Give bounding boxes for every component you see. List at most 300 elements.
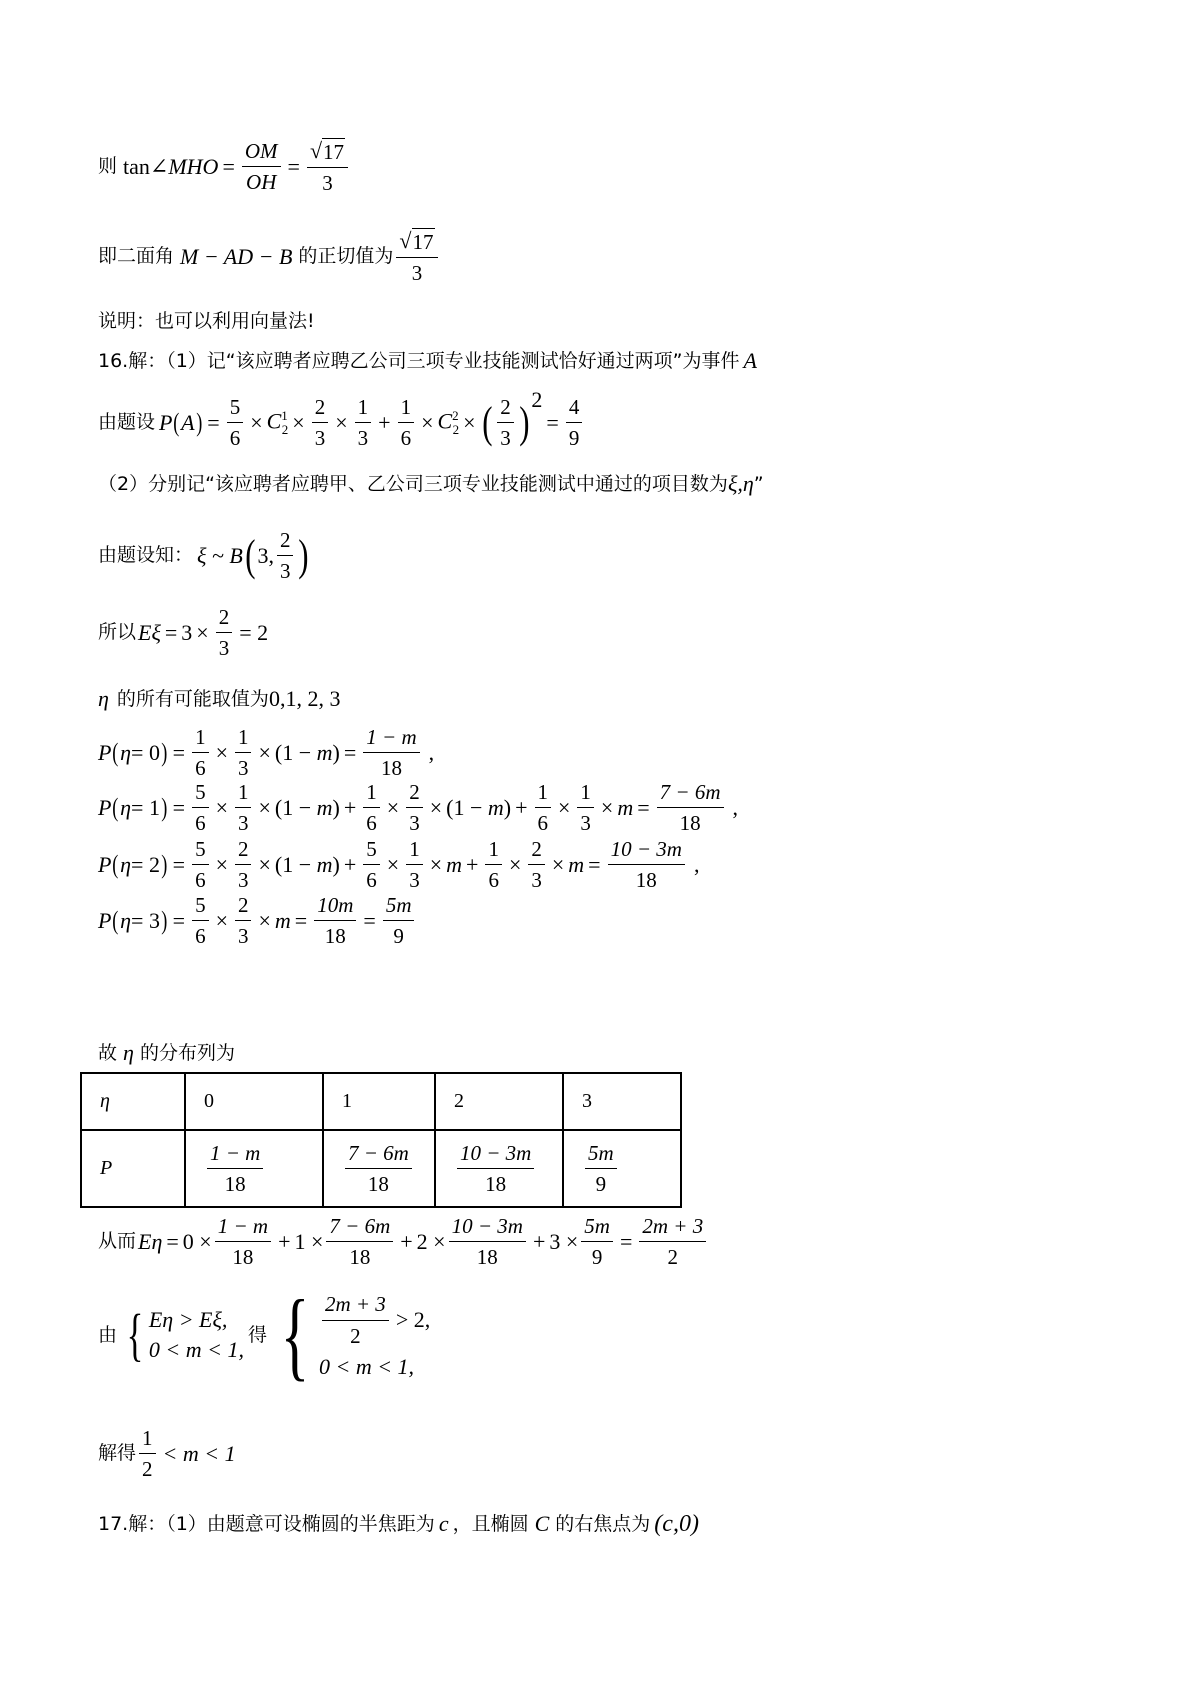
fraction-num: 1 [535,780,552,808]
times: × [386,851,400,877]
fraction [192,893,209,948]
paren: ( [481,397,493,447]
fraction-den: 2 [667,1245,679,1270]
fraction-den: 3 [357,426,369,451]
fraction [312,395,329,450]
brace: { [280,1279,310,1390]
dihedral-result [98,228,441,285]
fraction-den: 18 [635,868,657,893]
q16-text: 16.解：（1）记“该应聘者应聘乙公司三项专业技能测试恰好通过两项”为事件 [98,349,740,372]
table-row [81,1130,681,1207]
fraction [235,725,252,780]
fraction [326,1214,393,1269]
plus: + [378,409,391,435]
fraction-den: 3 [531,868,542,893]
system-lines [319,1292,430,1377]
times: × [292,409,305,435]
paren: ( [244,530,256,580]
part2-heading [98,473,764,495]
fraction-num: 1 [485,837,502,865]
equals: = [166,1228,179,1254]
left-system [121,1302,244,1367]
fraction [585,1141,617,1196]
p-eta-2 [98,837,699,892]
equals: = [172,851,186,877]
fraction [345,1141,412,1196]
fraction [485,837,502,892]
paren: ) [161,849,168,879]
times: × [421,409,434,435]
fraction [192,725,209,780]
part2-end: ” [753,472,764,495]
fraction-den: 6 [195,868,206,893]
comb: $C^1_2$ [266,408,289,437]
fraction-den: 3 [237,868,249,893]
fraction-num: 1 − m [363,725,419,753]
p-symbol: P [98,794,112,820]
fraction-den: 6 [366,868,377,893]
fraction [497,395,514,450]
coef: 2 × [416,1228,446,1254]
mid-fraction [314,893,356,948]
dist-title [98,1042,235,1064]
times: × [215,907,228,933]
tan-equation [98,138,351,195]
coef: 3 × [549,1228,579,1254]
fraction-den: 6 [400,426,412,451]
table-cell: 3 [563,1073,681,1130]
angle-symbol: ∠ [149,153,169,179]
fraction-num: 2 [235,893,252,921]
fraction-den: 9 [393,924,404,949]
fraction-den: 3 [411,261,423,286]
fraction-den: 3 [322,171,333,196]
fraction [363,780,380,835]
q17-mid: ，且椭圆 [452,1512,529,1535]
plus: + [466,851,479,877]
xi-expr: ξ ~ B [197,542,243,568]
e-xi-result: = 2 [239,619,269,645]
c-symbol: c [438,1511,449,1536]
table-cell: P [81,1130,185,1207]
times: × [335,409,348,435]
fraction [457,1141,534,1196]
fraction-den: 3 [237,811,249,836]
fraction-den: 18 [224,1172,246,1196]
fraction-num: 5m [585,1141,617,1169]
right-system [271,1279,431,1390]
times: × [196,619,209,645]
fraction-den: 3 [409,811,420,836]
fraction-den: 6 [229,426,241,451]
fraction-num: 2 [528,837,545,865]
fraction-num: 7 − 6m [345,1141,412,1169]
result-fraction [639,1214,706,1269]
table-cell: 2 [435,1073,563,1130]
fraction [528,837,545,892]
fraction [139,1426,156,1481]
fraction [235,780,252,835]
fraction-den: 18 [476,1245,498,1270]
inequality-system [98,1279,434,1390]
dihedral-suffix: 的正切值为 [298,245,394,268]
equals: = [164,619,178,645]
paren: ( [112,849,119,879]
fraction-den: 3 [218,636,230,661]
comma: , [428,739,435,765]
fraction [406,780,423,835]
e-xi [98,605,268,660]
times: × [600,794,614,820]
a-symbol: A [181,409,195,435]
fraction-den: 18 [349,1245,371,1270]
p-symbol: P [98,739,112,765]
fraction-num: 2 [277,528,294,556]
times: × [258,907,271,933]
fraction-den: 18 [367,1172,389,1196]
fraction-num: 1 [235,725,252,753]
ze-label: 则 [98,155,118,178]
p-symbol: P [98,851,112,877]
brace: { [126,1302,144,1367]
e-eta-symbol: Eη [138,1228,163,1254]
fraction-num: 2 [216,605,233,633]
fraction-den: 9 [591,1245,603,1270]
fraction-num: √ 17 [396,228,437,258]
equals: = [294,907,308,933]
table-cell [435,1130,563,1207]
result-fraction [608,837,685,892]
eta-symbol: η [98,686,109,711]
times: × [508,851,522,877]
result-fraction [363,725,419,780]
times: × [250,409,263,435]
fraction-num: 1 [235,780,252,808]
equals: = [172,794,186,820]
fraction-num: 5 [192,893,209,921]
equals: = [619,1228,633,1254]
e-xi-prefix: 所以 [98,621,137,644]
part2-vars: ξ,η [727,471,754,496]
comma: , [732,794,738,820]
q17-heading [98,1512,699,1536]
p-eta-0 [98,725,434,780]
equals: = [637,794,650,820]
radicand: 17 [323,140,345,164]
fraction-num: 1 [363,780,380,808]
fraction-num: 5m [383,893,415,921]
equals: = [207,409,220,435]
fraction [192,837,209,892]
fraction [581,1214,613,1269]
eta-values [98,688,340,710]
factor: (1 − m) [446,794,512,820]
eq-value: = 2 [131,851,160,877]
times: × [258,739,271,765]
fraction-den: 3 [237,756,249,781]
fraction-num: 1 [398,395,415,423]
pa-equation [98,387,585,451]
comma: , [693,851,700,877]
fraction-num: OM [242,139,281,167]
fraction-den: 6 [488,868,499,893]
eta-symbol: η [120,739,132,765]
pa-prefix: 由题设 [98,411,156,434]
factor: (1 − m) [274,739,340,765]
three: 3 [181,619,193,645]
fraction-den: 18 [324,924,346,949]
fraction-num: 1 − m [207,1141,263,1169]
fraction [449,1214,526,1269]
fraction-den: 2 [350,1323,361,1348]
q16-heading [98,350,757,372]
fraction-num: 7 − 6m [326,1214,393,1242]
paren: ) [298,530,309,580]
times: × [463,409,476,435]
sqrt-fraction [307,138,348,195]
eta-values-list: 0,1, 2, 3 [268,686,341,711]
equals: = [546,409,559,435]
system-lines [149,1309,244,1361]
table-cell: 1 [323,1073,435,1130]
focus-point: (c,0) [654,1511,699,1537]
note: 说明：也可以利用向量法! [98,310,315,332]
table-cell [323,1130,435,1207]
fraction-num: 4 [566,395,583,423]
fraction-num: 1 [355,395,372,423]
times: × [551,851,565,877]
fraction [235,837,252,892]
fraction-num: 1 [192,725,209,753]
paren: ( [112,905,119,935]
fraction-den: 3 [500,426,511,451]
e-eta [98,1214,709,1269]
table-row [81,1073,681,1130]
times: × [258,794,271,820]
coef: 0 × [182,1228,212,1254]
m-symbol: m [446,851,463,877]
fraction [207,1141,263,1196]
dihedral-expr: M − AD − B [180,243,293,269]
fraction [398,395,415,450]
fraction [535,780,552,835]
condition: Eη > Eξ, [148,1307,228,1332]
exponent: 2 [531,387,543,412]
factor: (1 − m) [274,794,340,820]
fraction-num: 2 [312,395,329,423]
equals: = [287,153,300,179]
times: × [386,794,400,820]
fraction-num: 10 − 3m [608,837,685,865]
ineq-mid: 得 [247,1323,267,1346]
dist-text: 的分布列为 [139,1041,235,1064]
result-fraction [657,780,724,835]
fraction [363,837,380,892]
paren: ) [161,792,168,822]
fraction [322,1292,389,1347]
eta-symbol: η [120,907,132,933]
fraction-num: 1 [406,837,423,865]
eta-symbol: η [123,1040,134,1065]
plus: + [515,794,528,820]
comb: $C^2_2$ [437,408,460,437]
solve-prefix: 解得 [98,1442,137,1465]
p-symbol: P [159,409,173,435]
factor: (1 − m) [274,851,340,877]
fraction-num: 2 [235,837,252,865]
p-symbol: P [98,907,112,933]
solution [98,1426,236,1481]
fraction-den: OH [246,170,277,195]
paren: ( [112,737,119,767]
dihedral-text: 即二面角 [98,245,175,268]
eta-values-text: 的所有可能取值为 [116,687,269,710]
fraction-den: 18 [232,1245,254,1270]
times: × [215,739,228,765]
fraction [235,893,252,948]
fraction-num: 10 − 3m [449,1214,526,1242]
m-symbol: m [617,794,634,820]
fraction [216,605,233,660]
times: × [429,794,443,820]
xi-distribution [98,528,311,583]
plus: + [400,1228,413,1254]
fraction-den: 18 [380,756,402,781]
fraction-den: 3 [237,924,249,949]
p-eta-1 [98,780,738,835]
times: × [258,851,271,877]
equals: = [172,739,186,765]
condition: 0 < m < 1, [148,1337,244,1362]
condition [319,1292,430,1347]
table-cell: η [81,1073,185,1130]
fraction-num: 5 [192,780,209,808]
p-eta-3 [98,893,417,948]
paren: ) [518,397,530,447]
part2-text: （2）分别记“该应聘者应聘甲、乙公司三项专业技能测试中通过的项目数为 [98,472,728,495]
eq-value: = 3 [131,907,160,933]
times: × [429,851,443,877]
event-a: A [743,348,757,373]
fraction-den: 6 [195,924,206,949]
m-symbol: m [274,907,291,933]
fraction [227,395,244,450]
fraction-den: 3 [314,426,326,451]
ineq-prefix: 由 [98,1323,118,1346]
times: × [215,794,228,820]
radicand: 17 [412,230,434,254]
fraction-num: 10m [314,893,356,921]
fraction-den: 6 [195,756,206,781]
eta-symbol: η [120,794,132,820]
eq-value: = 0 [131,739,160,765]
dist-prefix: 故 [98,1041,118,1064]
paren: ) [161,737,168,767]
condition: 0 < m < 1, [318,1353,415,1379]
q17-tail: 的右焦点为 [555,1512,651,1535]
solve-rest: < m < 1 [162,1440,236,1466]
fraction-num: 2m + 3 [322,1292,389,1320]
fraction-den: 2 [142,1457,153,1482]
fraction-den: 3 [580,811,591,836]
fraction-num: 5m [581,1214,613,1242]
fraction-num: 5 [192,837,209,865]
fraction [406,837,423,892]
fraction-den: 6 [195,811,206,836]
result-fraction [566,395,583,450]
angle-name: MHO [168,153,219,179]
table-cell: 0 [185,1073,323,1130]
fraction [277,528,294,583]
equals: = [172,907,186,933]
fraction-den: 3 [279,559,291,584]
om-oh-fraction [242,139,281,194]
paren: ( [173,407,180,437]
distribution-table [80,1072,682,1208]
plus: + [278,1228,291,1254]
fraction-num: 2 [497,395,514,423]
fraction-num: 5 [363,837,380,865]
plus: + [343,794,357,820]
times: × [558,794,571,820]
fraction-num: 5 [227,395,244,423]
fraction-num: 1 [139,1426,156,1454]
fraction-num: √ 17 [307,138,348,168]
xi-prefix: 由题设知： [98,544,194,567]
equals: = [222,153,235,179]
equals: = [343,739,357,765]
fraction-den: 9 [595,1172,607,1196]
fraction [577,780,594,835]
fraction [215,1214,271,1269]
fraction-num: 1 − m [215,1214,271,1242]
plus: + [343,851,357,877]
fraction-den: 18 [679,811,701,836]
paren: ( [112,792,119,822]
fraction-den: 18 [485,1172,507,1196]
m-symbol: m [568,851,585,877]
fraction-num: 7 − 6m [657,780,724,808]
fraction-den: 9 [568,426,580,451]
condition-rest: > 2, [395,1307,431,1332]
eta-symbol: η [120,851,132,877]
fraction-num: 10 − 3m [457,1141,534,1169]
fraction-num: 2m + 3 [639,1214,706,1242]
fraction-num: 1 [577,780,594,808]
fraction [355,395,372,450]
fraction-den: 3 [409,868,420,893]
eq-value: = 1 [131,794,160,820]
fraction-den: 6 [366,811,377,836]
coef: 1 × [294,1228,324,1254]
tan-label: tan [123,153,150,179]
equals: = [588,851,601,877]
table-cell [185,1130,323,1207]
fraction [192,780,209,835]
table-cell [563,1130,681,1207]
times: × [215,851,228,877]
q17-text: 17.解：（1）由题意可设椭圆的半焦距为 [98,1512,435,1535]
result-fraction [383,893,415,948]
plus: + [532,1228,546,1254]
fraction-num: 2 [406,780,423,808]
paren: ) [195,407,202,437]
ellipse-c: C [534,1511,550,1536]
paren: ) [161,905,168,935]
equals: = [363,907,376,933]
n-value: 3, [257,542,274,568]
sqrt-fraction [396,228,437,285]
